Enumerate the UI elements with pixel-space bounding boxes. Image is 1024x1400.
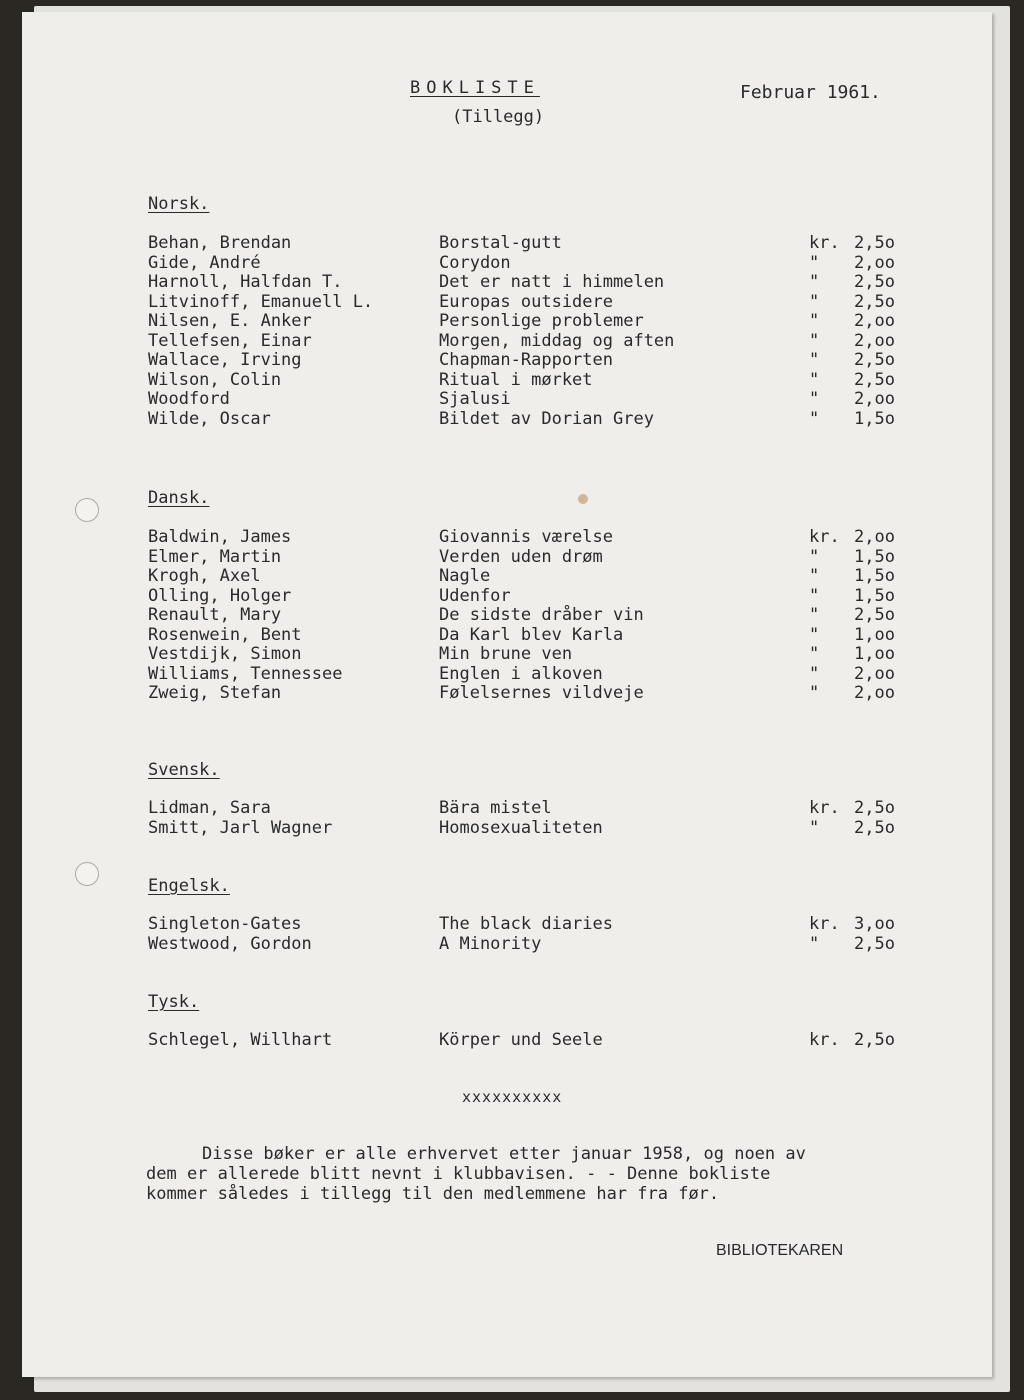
- book-title: Homosexualiteten: [439, 817, 603, 838]
- currency-marker: ": [809, 350, 820, 370]
- book-entry-row: [148, 566, 908, 586]
- book-price: 2,5o: [854, 350, 895, 370]
- book-title: Corydon: [439, 252, 511, 273]
- book-author: Zweig, Stefan: [148, 683, 282, 703]
- book-title: Ritual i mørket: [439, 369, 593, 390]
- currency-marker: ": [809, 644, 820, 664]
- book-author: Krogh, Axel: [148, 566, 261, 586]
- book-price: 2,5o: [854, 605, 895, 625]
- book-author: Harnoll, Halfdan T.: [148, 272, 343, 292]
- section-label-norsk: Norsk.: [148, 194, 210, 214]
- book-title: Körper und Seele: [439, 1030, 603, 1050]
- book-price: 2,5o: [854, 933, 895, 954]
- book-title: Min brune ven: [439, 644, 573, 664]
- currency-marker: ": [809, 566, 820, 586]
- book-entry-row: [148, 798, 908, 818]
- book-author: Vestdijk, Simon: [148, 644, 302, 664]
- book-price: 2,oo: [854, 330, 895, 351]
- section-list-tysk: [148, 1030, 908, 1050]
- separator: xxxxxxxxxx: [462, 1088, 563, 1106]
- book-title: Europas outsidere: [439, 291, 613, 312]
- currency-marker: ": [809, 624, 820, 645]
- book-entry-row: [148, 683, 908, 703]
- currency-marker: kr.: [809, 798, 840, 818]
- book-price: 1,5o: [854, 566, 895, 586]
- book-price: 3,oo: [854, 914, 895, 934]
- book-price: 2,oo: [854, 527, 895, 547]
- book-entry-row: [148, 292, 908, 312]
- currency-marker: ": [809, 272, 820, 292]
- book-price: 2,oo: [854, 683, 895, 703]
- book-title: Verden uden drøm: [439, 546, 603, 567]
- currency-marker: ": [809, 817, 820, 838]
- book-title: A Minority: [439, 933, 542, 954]
- book-entry-row: [148, 586, 908, 606]
- book-title: Det er natt i himmelen: [439, 272, 665, 292]
- book-title: Udenfor: [439, 585, 511, 606]
- book-title: Chapman-Rapporten: [439, 350, 613, 370]
- currency-marker: ": [809, 408, 820, 429]
- book-price: 1,oo: [854, 644, 895, 664]
- book-entry-row: [148, 272, 908, 292]
- book-entry-row: [148, 547, 908, 567]
- book-author: Rosenwein, Bent: [148, 624, 302, 645]
- book-price: 2,oo: [854, 311, 895, 331]
- book-entry-row: [148, 527, 908, 547]
- document-date: Februar 1961.: [740, 82, 881, 103]
- book-price: 2,5o: [854, 233, 895, 253]
- book-author: Litvinoff, Emanuell L.: [148, 291, 374, 312]
- section-list-engelsk: [148, 914, 908, 953]
- book-price: 2,5o: [854, 369, 895, 390]
- paper-stain: [578, 494, 588, 504]
- currency-marker: ": [809, 683, 820, 703]
- book-entry-row: [148, 934, 908, 954]
- book-author: Behan, Brendan: [148, 233, 292, 253]
- section-list-svensk: [148, 798, 908, 837]
- book-author: Renault, Mary: [148, 605, 282, 625]
- book-price: 1,oo: [854, 624, 895, 645]
- book-entry-row: [148, 331, 908, 351]
- book-price: 2,5o: [854, 817, 895, 838]
- book-entry-row: [148, 605, 908, 625]
- book-author: Williams, Tennessee: [148, 663, 343, 684]
- book-author: Olling, Holger: [148, 585, 292, 606]
- book-entry-row: [148, 370, 908, 390]
- book-price: 2,5o: [854, 798, 895, 818]
- book-price: 2,oo: [854, 389, 895, 409]
- book-price: 2,5o: [854, 291, 895, 312]
- book-title: The black diaries: [439, 914, 613, 934]
- closing-note: [146, 1144, 906, 1204]
- book-entry-row: [148, 644, 908, 664]
- book-entry-row: [148, 311, 908, 331]
- book-entry-row: [148, 914, 908, 934]
- punch-hole: [75, 498, 99, 522]
- book-author: Smitt, Jarl Wagner: [148, 817, 333, 838]
- book-price: 1,5o: [854, 585, 895, 606]
- currency-marker: ": [809, 933, 820, 954]
- book-author: Nilsen, E. Anker: [148, 311, 312, 331]
- book-author: Gide, André: [148, 252, 261, 273]
- book-title: De sidste dråber vin: [439, 605, 644, 625]
- book-entry-row: [148, 389, 908, 409]
- currency-marker: ": [809, 585, 820, 606]
- section-label-svensk: Svensk.: [148, 760, 220, 780]
- book-author: Elmer, Martin: [148, 546, 282, 567]
- book-price: 1,5o: [854, 408, 895, 429]
- document-subtitle: (Tillegg): [452, 107, 545, 127]
- book-author: Wilde, Oscar: [148, 408, 271, 429]
- book-title: Giovannis værelse: [439, 527, 613, 547]
- book-entry-row: [148, 253, 908, 273]
- book-title: Følelsernes vildveje: [439, 683, 644, 703]
- currency-marker: ": [809, 330, 820, 351]
- note-line: kommer således i tillegg til den medlemmene har fra før.: [146, 1184, 720, 1204]
- book-entry-row: [148, 233, 908, 253]
- book-price: 2,oo: [854, 252, 895, 273]
- currency-marker: ": [809, 389, 820, 409]
- book-title: Morgen, middag og aften: [439, 330, 675, 351]
- section-label-engelsk: Engelsk.: [148, 876, 230, 896]
- punch-hole: [75, 862, 99, 886]
- book-author: Wallace, Irving: [148, 350, 302, 370]
- book-entry-row: [148, 818, 908, 838]
- book-entry-row: [148, 625, 908, 645]
- currency-marker: ": [809, 311, 820, 331]
- signature: BIBLIOTEKAREN: [716, 1242, 844, 1259]
- book-entry-row: [148, 664, 908, 684]
- book-price: 2,oo: [854, 663, 895, 684]
- book-title: Englen i alkoven: [439, 663, 603, 684]
- document-title: BOKLISTE: [410, 78, 540, 98]
- book-author: Westwood, Gordon: [148, 933, 312, 954]
- currency-marker: ": [809, 252, 820, 273]
- book-entry-row: [148, 409, 908, 429]
- book-title: Personlige problemer: [439, 311, 644, 331]
- book-author: Lidman, Sara: [148, 798, 271, 818]
- book-author: Schlegel, Willhart: [148, 1030, 333, 1050]
- section-list-dansk: [148, 527, 908, 703]
- currency-marker: ": [809, 291, 820, 312]
- section-label-tysk: Tysk.: [148, 992, 200, 1012]
- book-author: Singleton-Gates: [148, 914, 302, 934]
- book-entry-row: [148, 1030, 908, 1050]
- section-label-dansk: Dansk.: [148, 488, 210, 508]
- currency-marker: kr.: [809, 233, 840, 253]
- currency-marker: kr.: [809, 527, 840, 547]
- currency-marker: kr.: [809, 914, 840, 934]
- book-title: Borstal-gutt: [439, 233, 562, 253]
- book-title: Da Karl blev Karla: [439, 624, 624, 645]
- currency-marker: ": [809, 663, 820, 684]
- note-line: Disse bøker er alle erhvervet etter januar 1958, og noen av: [202, 1144, 806, 1164]
- book-author: Wilson, Colin: [148, 369, 282, 390]
- section-list-norsk: [148, 233, 908, 428]
- currency-marker: ": [809, 546, 820, 567]
- book-title: Bära mistel: [439, 798, 552, 818]
- currency-marker: kr.: [809, 1030, 840, 1050]
- book-author: Tellefsen, Einar: [148, 330, 312, 351]
- book-entry-row: [148, 350, 908, 370]
- book-author: Baldwin, James: [148, 527, 292, 547]
- currency-marker: ": [809, 605, 820, 625]
- currency-marker: ": [809, 369, 820, 390]
- book-title: Bildet av Dorian Grey: [439, 408, 654, 429]
- book-title: Nagle: [439, 566, 491, 586]
- book-author: Woodford: [148, 389, 230, 409]
- book-title: Sjalusi: [439, 389, 511, 409]
- book-price: 2,5o: [854, 272, 895, 292]
- note-line: dem er allerede blitt nevnt i klubbavisen. - - Denne bokliste: [146, 1164, 771, 1184]
- book-price: 1,5o: [854, 546, 895, 567]
- book-price: 2,5o: [854, 1030, 895, 1050]
